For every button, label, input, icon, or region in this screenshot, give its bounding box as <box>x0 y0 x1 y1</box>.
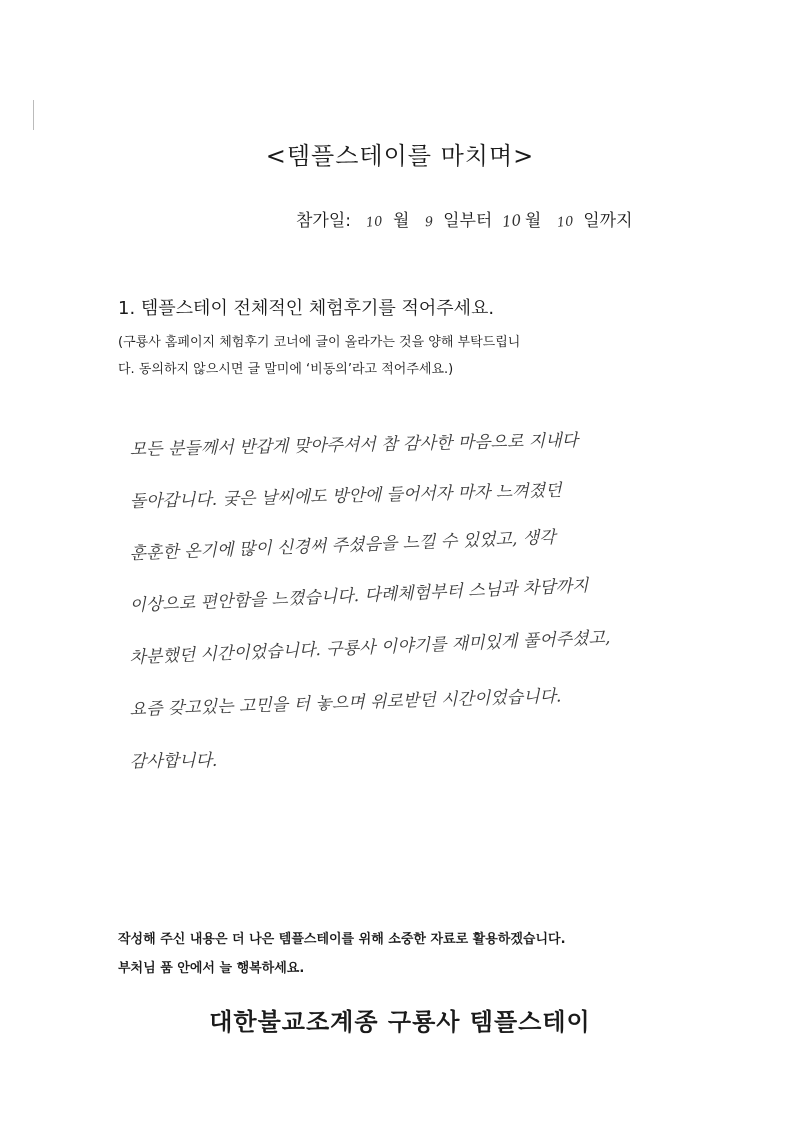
scan-edge-mark <box>33 100 34 130</box>
page-title: <템플스테이를 마치며> <box>265 142 535 170</box>
answer-line: 훈훈한 온기에 많이 신경써 주셨음을 느낄 수 있었고, 생각 <box>129 527 556 565</box>
footer-note <box>118 925 566 983</box>
participation-label: 참가일: <box>296 211 351 231</box>
end-month-handwritten: 10 <box>500 211 522 231</box>
start-month-handwritten: 10 <box>365 214 384 231</box>
end-month-unit: 월 <box>524 211 542 231</box>
note-line-1: (구룡사 홈페이지 체험후기 코너에 글이 올라가는 것을 양해 부탁드립니 <box>118 335 521 350</box>
start-day-handwritten: 9 <box>424 214 434 231</box>
answer-line: 요즘 갖고있는 고민을 터 놓으며 위로받던 시간이었습니다. <box>129 686 562 721</box>
handwritten-answer <box>129 430 750 799</box>
participation-dates <box>296 206 633 231</box>
question-1-note <box>118 329 698 383</box>
from-text: 일부터 <box>443 211 493 231</box>
answer-line: 모든 분들께서 반갑게 맞아주셔서 참 감사한 마음으로 지내다 <box>129 430 579 461</box>
until-text: 일까지 <box>583 211 633 231</box>
start-month-unit: 월 <box>392 211 410 231</box>
footer-line-2: 부처님 품 안에서 늘 행복하세요. <box>118 961 305 976</box>
note-line-2: 다. 동의하지 않으시면 글 말미에 ‘비동의’라고 적어주세요.) <box>118 362 454 377</box>
answer-line: 감사합니다. <box>129 750 218 773</box>
answer-line: 차분했던 시간이었습니다. 구룡사 이야기를 재미있게 풀어주셨고, <box>129 627 611 669</box>
end-day-handwritten: 10 <box>555 214 574 231</box>
question-1-heading: 1. 템플스테이 전체적인 체험후기를 적어주세요. <box>118 298 495 319</box>
organization-name: 대한불교조계종 구룡사 템플스테이 <box>209 1008 591 1036</box>
footer-line-1: 작성해 주신 내용은 더 나은 템플스테이를 위해 소중한 자료로 활용하겠습니다. <box>118 932 566 947</box>
answer-line: 이상으로 편안함을 느꼈습니다. 다례체험부터 스님과 차담까지 <box>129 575 589 617</box>
answer-line: 돌아갑니다. 궂은 날씨에도 방안에 들어서자 마자 느껴졌던 <box>129 480 562 513</box>
